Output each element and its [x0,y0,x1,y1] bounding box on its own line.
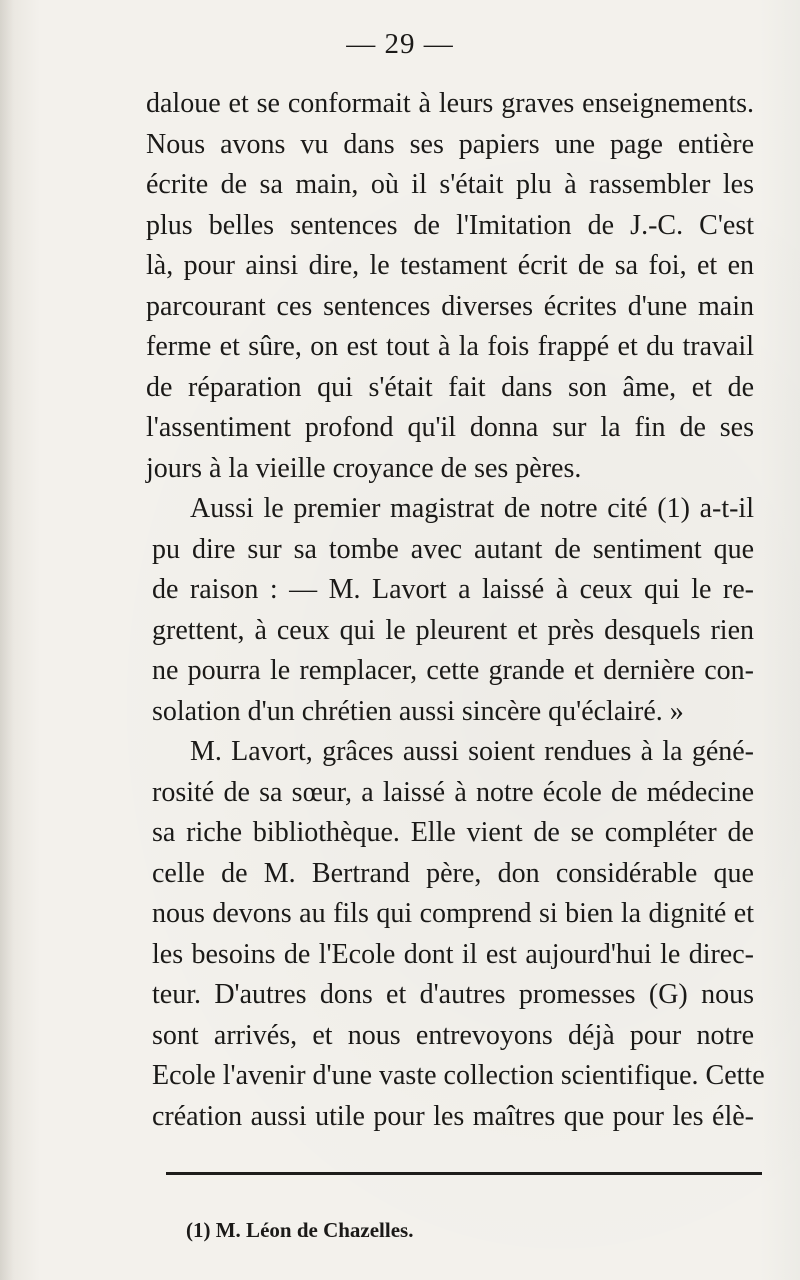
paragraph-2 [146,489,754,732]
text-line: ferme et sûre, on est tout à la fois frappé et du travail [146,331,754,362]
text-line: grettent, à ceux qui le pleurent et près desquels rien [152,614,754,646]
text-line: M. Lavort, grâces aussi soient rendues à la géné- [190,736,754,767]
footnote-divider [166,1172,762,1175]
page-number: — 29 — [346,28,454,60]
text-line: Nous avons vu dans ses papiers une page entière [146,128,754,160]
paragraph-3 [146,732,765,1137]
text-line: de raison : — M. Lavort a laissé à ceux qui le re- [152,574,754,605]
text-line: Aussi le premier magistrat de notre cité (1) a-t-il [190,493,754,524]
text-line: les besoins de l'Ecole dont il est aujourd'hui le direc- [152,938,754,970]
text-line: teur. D'autres dons et d'autres promesses (G) nous [152,979,754,1010]
text-line: parcourant ces sentences diverses écrites d'une main [146,290,754,322]
text-line: sont arrivés, et nous entrevoyons déjà pour notre [152,1019,754,1051]
text-line: écrite de sa main, où il s'était plu à rassembler les [146,169,754,200]
text-line: rosité de sa sœur, a laissé à notre école de médecine [152,776,754,808]
text-line: l'assentiment profond qu'il donna sur la fin de ses [146,412,754,443]
text-line: celle de M. Bertrand père, don considérable que [152,857,754,889]
text-line: pu dire sur sa tombe avec autant de sentiment que [152,533,754,565]
text-line: ne pourra le remplacer, cette grande et dernière con- [152,655,754,686]
text-line: création aussi utile pour les maîtres que pour les élè- [152,1100,754,1132]
text-line: plus belles sentences de l'Imitation de J.-C. C'est [146,209,754,241]
text-line: solation d'un chrétien aussi sincère qu'éclairé. » [152,695,684,727]
body-text [146,84,765,1137]
text-line: daloue et se conformait à leurs graves enseignements. [146,88,754,119]
text-line: de réparation qui s'était fait dans son âme, et de [146,371,754,403]
footnote: (1) M. Léon de Chazelles. [186,1218,414,1242]
text-line: nous devons au fils qui comprend si bien la dignité et [152,898,754,929]
paragraph-1 [146,84,754,489]
text-line: Ecole l'avenir d'une vaste collection scientifique. Cette [152,1060,765,1091]
text-line: jours à la vieille croyance de ses pères. [146,452,582,484]
text-line: là, pour ainsi dire, le testament écrit de sa foi, et en [146,250,754,281]
text-line: sa riche bibliothèque. Elle vient de se compléter de [152,817,754,848]
